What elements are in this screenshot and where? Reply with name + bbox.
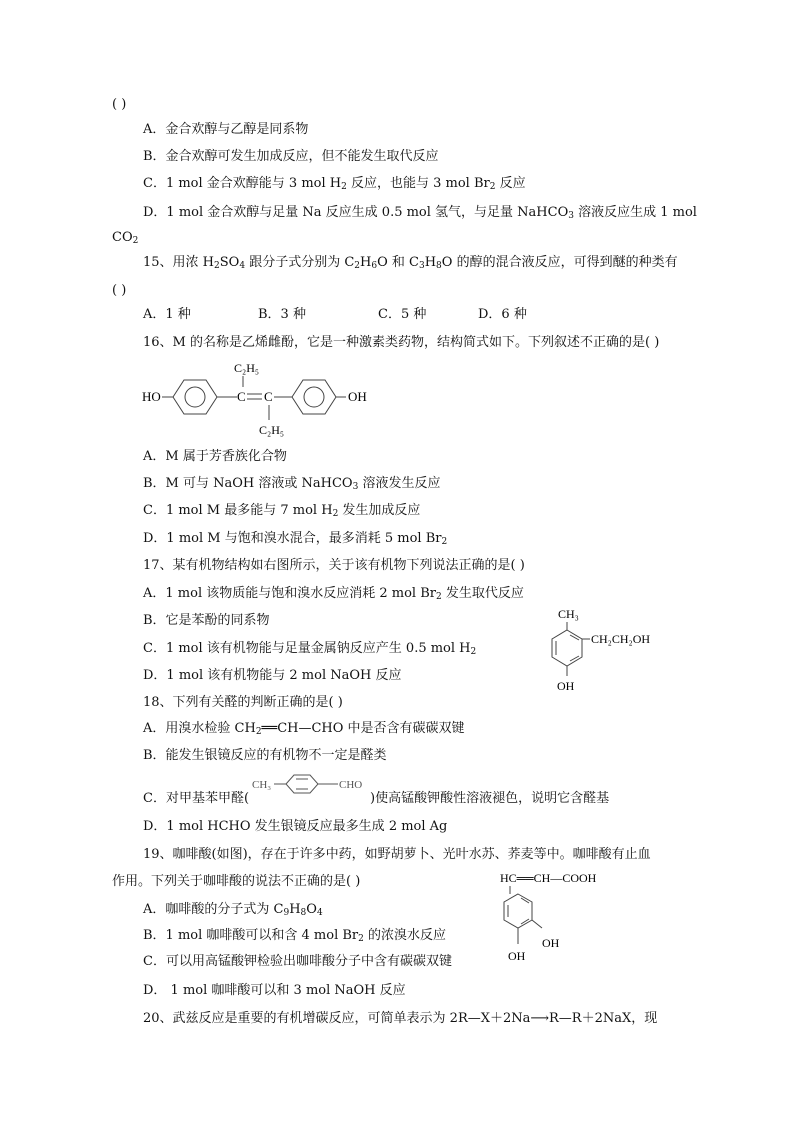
q16-c2: C [264, 389, 273, 404]
q16-ethyl-top: C₂H₅ [234, 361, 260, 375]
q17-ch3-label: CH₃ [558, 607, 579, 621]
q18-ch3-label: CH₃ [252, 779, 272, 791]
q18-option-c-start: C．对甲基苯甲醛( [143, 791, 250, 806]
question-19-cont: 作用。下列关于咖啡酸的说法不正确的是( ) [112, 874, 361, 889]
q17-option-d: D．1 mol 该有机物能与 2 mol NaOH 反应 [143, 668, 402, 683]
q14-option-c: C．1 mol 金合欢醇能与 3 mol $H_2$ 反应，也能与 3 mol $Br_2$ 反应 [143, 176, 526, 192]
q18-structure [250, 772, 370, 808]
q19-oh2-label: OH [508, 949, 526, 963]
question-19: 19、咖啡酸(如图)，存在于许多中药，如野胡萝卜、光叶水苏、荞麦等中。咖啡酸有止血 [143, 847, 651, 862]
question-20: 20、武兹反应是重要的有机增碳反应，可简单表示为 2R—X＋2Na⟶R—R＋2NaX，现 [143, 1011, 658, 1026]
q18-option-a: A．用溴水检验 $CH_2══CH—CHO$ 中是否含有碳碳双键 [143, 721, 465, 737]
q17-structure [530, 606, 710, 698]
q16-option-a: A．M 属于芳香族化合物 [143, 449, 287, 464]
q16-option-d: D．1 mol M 与饱和溴水混合，最多消耗 5 mol $Br_2$ [143, 531, 448, 547]
q16-option-b: B．M 可与 NaOH 溶液或 NaHCO$_3$ 溶液发生反应 [143, 476, 441, 492]
q18-option-c-end: )使高锰酸钾酸性溶液褪色，说明它含醛基 [370, 791, 610, 806]
q15-option-d: D．6 种 [478, 307, 527, 322]
q14-option-d-cont: $CO_2$ [112, 230, 139, 246]
q18-option-b: B．能发生银镜反应的有机物不一定是醛类 [143, 748, 387, 763]
q16-c1: C [237, 389, 246, 404]
q19-option-d: D． 1 mol 咖啡酸可以和 3 mol NaOH 反应 [143, 983, 406, 998]
q15-option-b: B．3 种 [258, 307, 306, 322]
q14-option-b: B．金合欢醇可发生加成反应，但不能发生取代反应 [143, 149, 439, 164]
q18-option-d: D．1 mol HCHO 发生银镜反应最多生成 2 mol Ag [143, 819, 448, 834]
q16-ethyl-bottom: C₂H₅ [259, 423, 285, 437]
question-17: 17、某有机物结构如右图所示，关于该有机物下列说法正确的是( ) [143, 558, 525, 573]
line-bracket-14: ( ) [112, 97, 127, 112]
q15-bracket: ( ) [112, 283, 127, 298]
question-18: 18、下列有关醛的判断正确的是( ) [143, 695, 343, 710]
q19-option-c: C．可以用高锰酸钾检验出咖啡酸分子中含有碳碳双键 [143, 954, 452, 969]
q18-cho-label: CHO [339, 779, 363, 791]
question-15: 15、用浓 $H_2SO_4$ 跟分子式分别为 $C_2H_6O$ 和 $C_3H_8O$ 的醇的混合液反应，可得到醚的种类有 [143, 255, 678, 271]
q17-chain-label: CH₂CH₂OH [591, 632, 651, 646]
q19-chain-label: HC══CH—COOH [500, 871, 597, 885]
q19-oh1-label: OH [542, 936, 560, 950]
q17-oh-label: OH [557, 679, 575, 693]
q15-option-c: C．5 种 [378, 307, 427, 322]
q16-option-c: C．1 mol M 最多能与 7 mol $H_2$ 发生加成反应 [143, 503, 421, 519]
q16-oh-label: OH [348, 389, 367, 404]
q19-option-b: B．1 mol 咖啡酸可以和含 4 mol $Br_2$ 的浓溴水反应 [143, 928, 447, 944]
q14-option-a: A．金合欢醇与乙醇是同系物 [143, 122, 309, 137]
q16-ho-label: HO [142, 389, 161, 404]
q19-option-a: A．咖啡酸的分子式为 $C_9H_8O_4$ [143, 902, 323, 918]
q17-option-a: A．1 mol 该物质能与饱和溴水反应消耗 2 mol $Br_2$ 发生取代反应 [143, 586, 524, 602]
q16-structure [140, 356, 380, 442]
q19-structure [498, 868, 648, 968]
q15-option-a: A．1 种 [143, 307, 191, 322]
q17-option-c: C．1 mol 该有机物能与足量金属钠反应产生 0.5 mol $H_2$ [143, 641, 477, 657]
q14-option-d: D．1 mol 金合欢醇与足量 Na 反应生成 0.5 mol 氢气，与足量 NaHCO$_3$ 溶液反应生成 1 mol [143, 205, 697, 221]
question-16: 16、M 的名称是乙烯雌酚，它是一种激素类药物，结构简式如下。下列叙述不正确的是( ) [143, 335, 660, 350]
q17-option-b: B．它是苯酚的同系物 [143, 613, 270, 628]
